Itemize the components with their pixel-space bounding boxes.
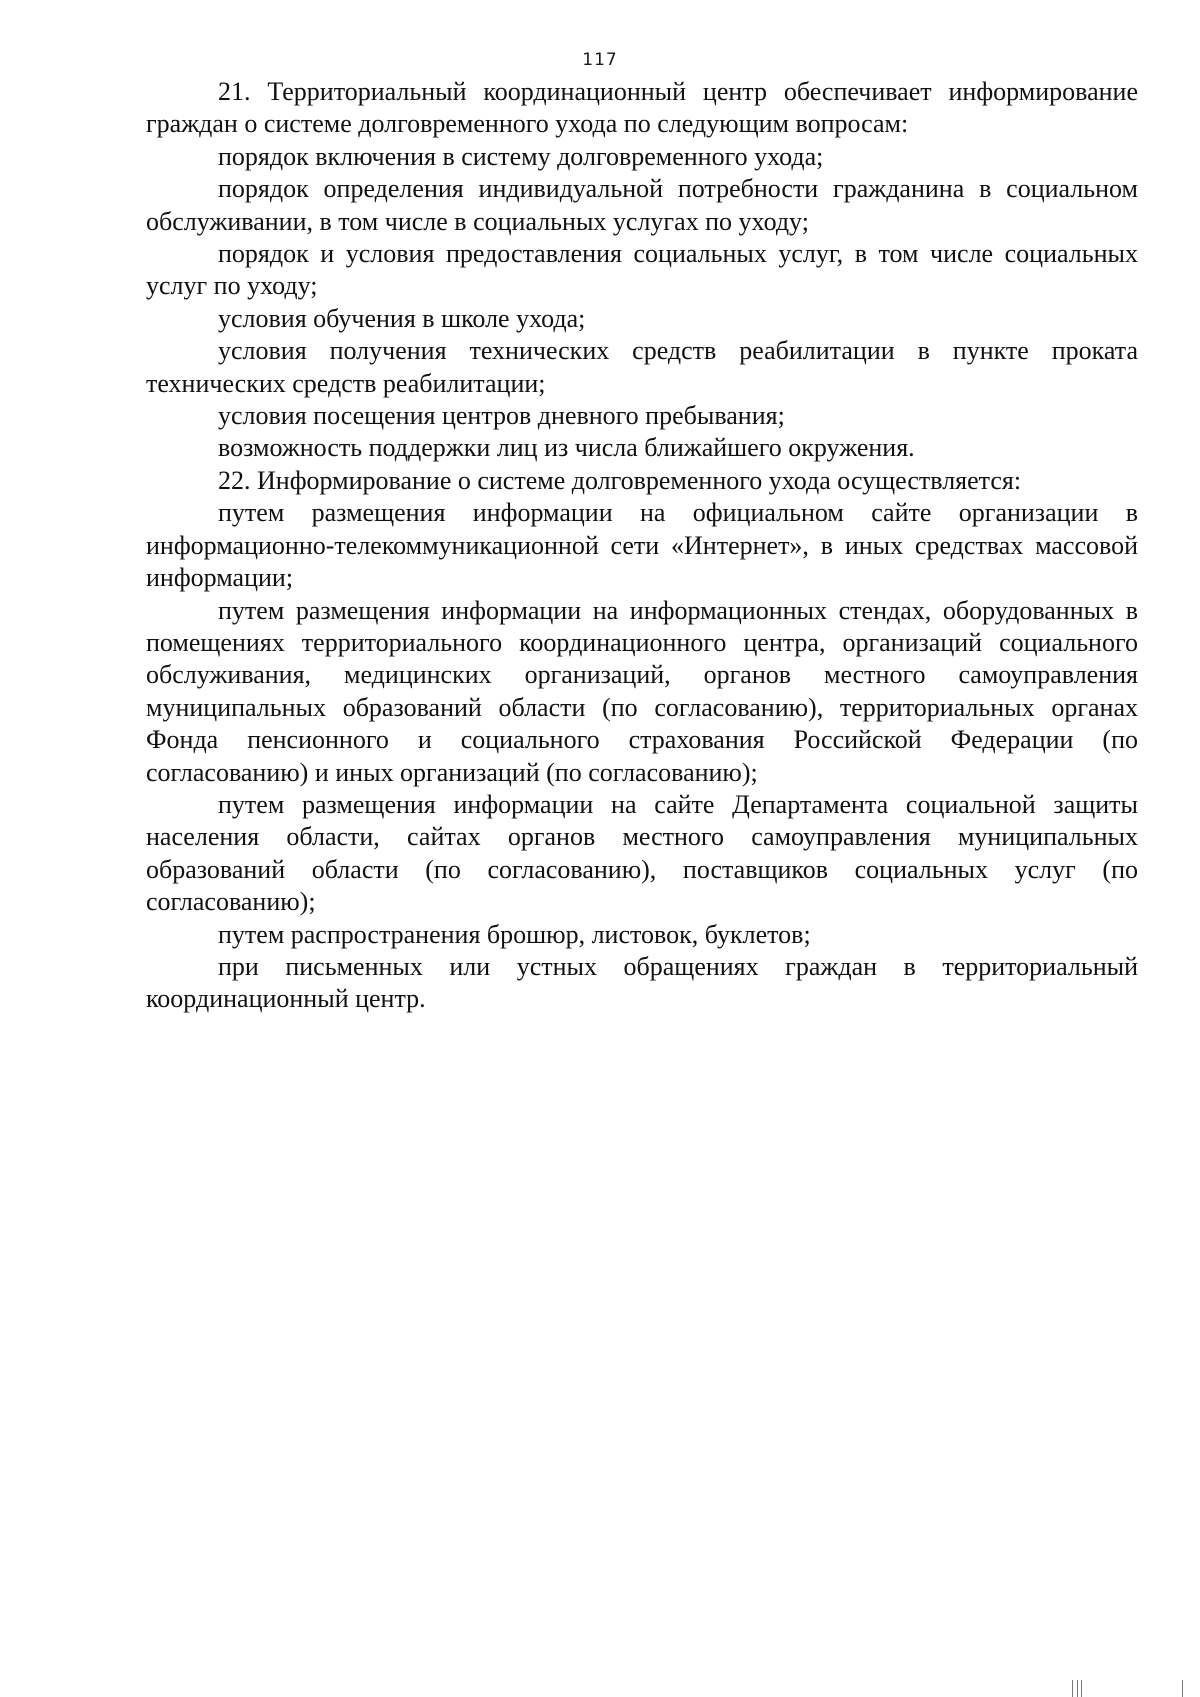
list-item-information-stands: путем размещения информации на информационных стендах, оборудованных в помещениях территориального координационного центра, организаций социального обслуживания, медицинских организаций, органов местного самоуправления муниципальных образований области (по согласованию), территориальных органах Фонда пенсионного и социального страхования Российской Федерации (по согласованию) и иных организаций (по согласованию); [146,595,1138,787]
page-number: 117 [582,50,618,70]
list-item-official-website: путем размещения информации на официальном сайте организации в информационно-телекоммуникационной сети «Интернет», в иных средствах массовой информации; [146,498,1138,593]
list-item-day-centers: условия посещения центров дневного пребывания; [218,401,785,431]
scan-edge-marks [1072,1680,1192,1697]
scan-mark [1072,1680,1073,1697]
list-item-department-website: путем размещения информации на сайте Департамента социальной защиты населения области, сайтах органов местного самоуправления муниципальных образований области (по согласованию), поставщиков социальных услуг (по согласованию); [146,789,1138,917]
scan-mark [1182,1680,1183,1697]
list-item-family-support: возможность поддержки лиц из числа ближайшего окружения. [218,433,915,463]
list-item-needs-assessment: порядок определения индивидуальной потребности гражданина в социальном обслуживании, в том числе в социальных услугах по уходу; [146,174,1138,236]
paragraph-22-intro: 22. Информирование о системе долговременного ухода осуществляется: [218,465,1022,495]
list-item-brochures: путем распространения брошюр, листовок, буклетов; [218,919,811,949]
list-item-rehab-equipment: условия получения технических средств реабилитации в пункте проката технических средств реабилитации; [146,336,1138,398]
scan-mark [1081,1680,1082,1697]
list-item-services-conditions: порядок и условия предоставления социальных услуг, в том числе социальных услуг по уходу; [146,239,1138,301]
document-body [146,76,1138,1016]
paragraph-21-intro: 21. Территориальный координационный центр обеспечивает информирование граждан о системе долговременного ухода по следующим вопросам: [146,77,1138,139]
list-item-inclusion-procedure: порядок включения в систему долговременного ухода; [218,141,824,171]
list-item-care-school: условия обучения в школе ухода; [218,303,586,333]
list-item-citizen-requests: при письменных или устных обращениях граждан в территориальный координационный центр. [146,951,1138,1014]
scan-mark [1077,1680,1078,1697]
